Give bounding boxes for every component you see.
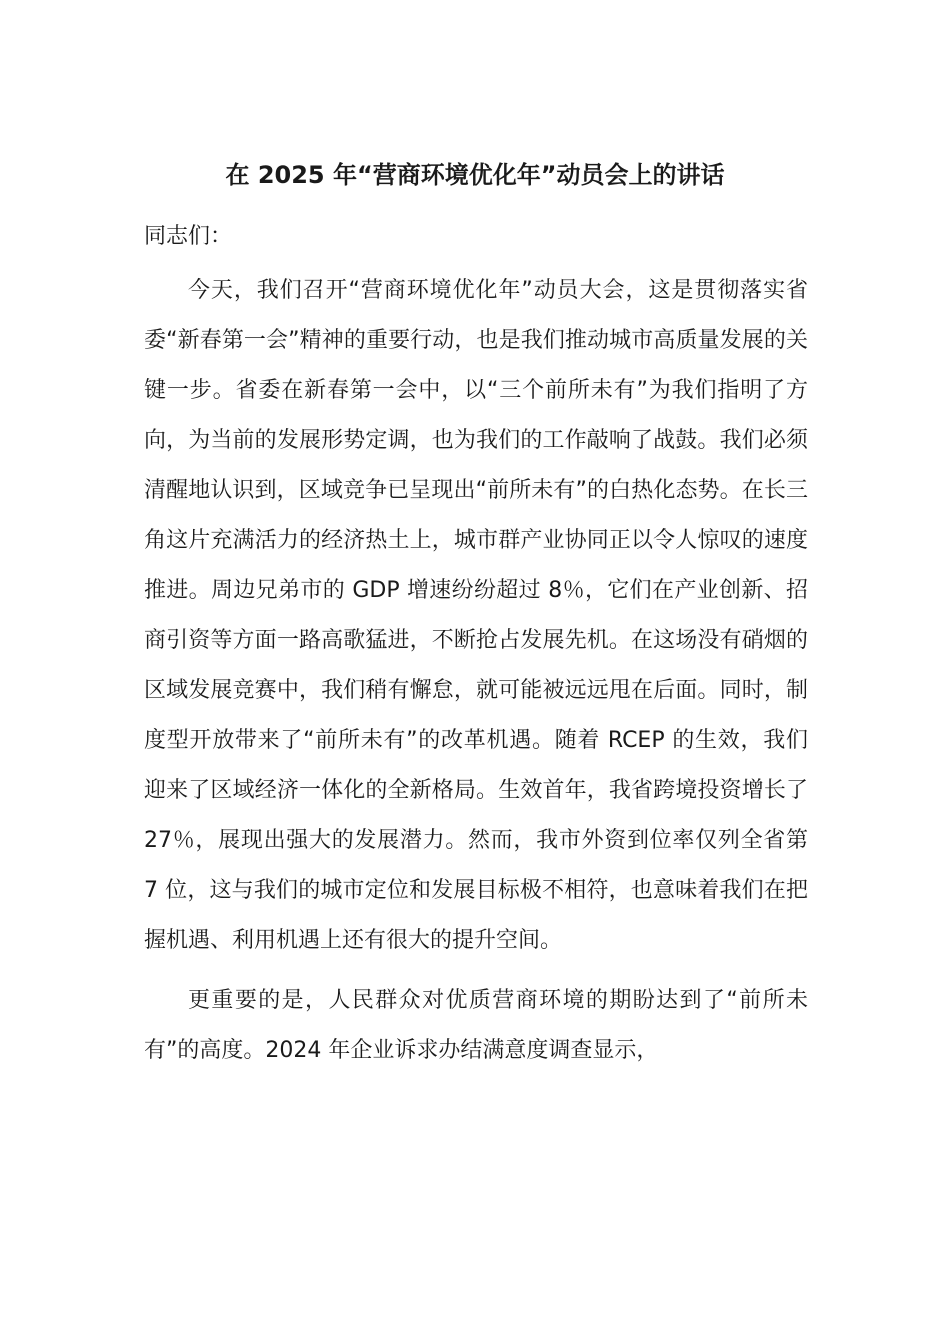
salutation: 同志们：: [144, 224, 233, 249]
paragraph: 今天，我们召开“营商环境优化年”动员大会，这是贯彻落实省委“新春第一会”精神的重要行动，也是我们推动城市高质量发展的关键一步。省委在新春第一会中，以“三个前所未有”为我们指明了方向，为当前的发展形势定调，也为我们的工作敲响了战鼓。我们必须清醒地认识到，区域竞争已呈现出“前所未有”的白热化态势。在长三角这片充满活力的经济热土上，城市群产业协同正以令人惊叹的速度推进。周边兄弟市的 GDP 增速纷纷超过 8％，它们在产业创新、招商引资等方面一路高歌猛进，不断抢占发展先机。在这场没有硝烟的区域发展竞赛中，我们稍有懈怠，就可能被远远甩在后面。同时，制度型开放带来了“前所未有”的改革机遇。随着 RCEP 的生效，我们迎来了区域经济一体化的全新格局。生效首年，我省跨境投资增长了 27％，展现出强大的发展潜力。然而，我市外资到位率仅列全省第 7 位，这与我们的城市定位和发展目标极不相符，也意味着我们在把握机遇、利用机遇上还有很大的提升空间。: [144, 278, 808, 953]
document-body: [144, 217, 808, 1086]
document-title: 在 2025 年“营商环境优化年”动员会上的讲话: [225, 161, 725, 189]
paragraph: 更重要的是，人民群众对优质营商环境的期盼达到了“前所未有”的高度。2024 年企业诉求办结满意度调查显示，: [144, 988, 808, 1063]
